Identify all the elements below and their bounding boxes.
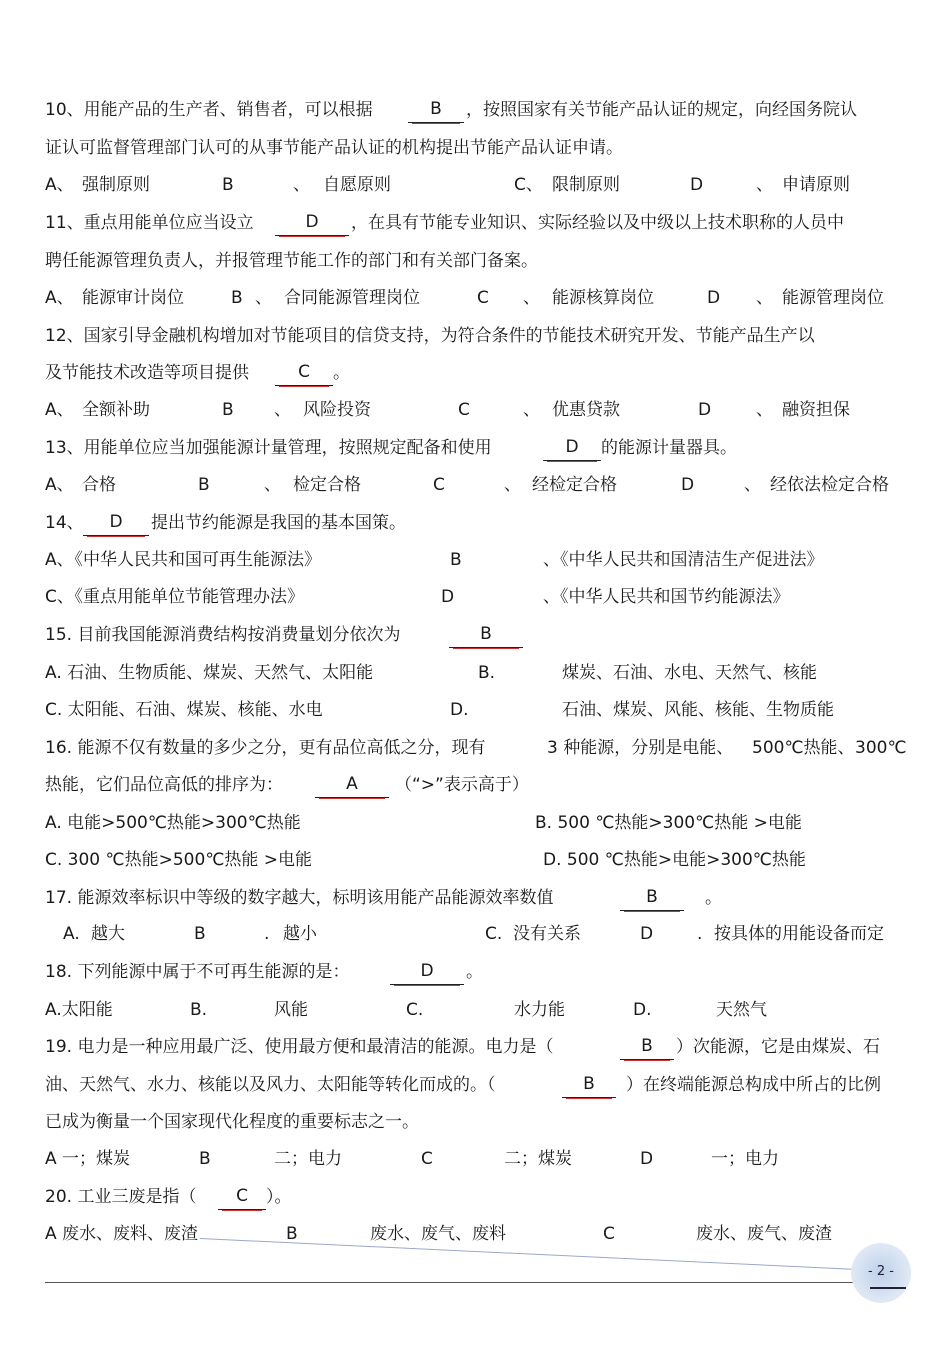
q17-opt-b: 越小 [283,924,317,944]
q17-opt-d-sep: . [697,924,703,944]
q12-text-2b: 。 [333,363,350,383]
q13-answer-blank [543,436,601,461]
q20-answer-blank [218,1185,266,1210]
q11-text-2: 聘任能源管理负责人，并报管理节能工作的部门和有关部门备案。 [45,251,538,271]
q14-opt-d-label: D [441,587,455,607]
q17-opt-c: 没有关系 [513,924,581,944]
q14-opt-d: 、《中华人民共和国节约能源法》 [543,587,790,607]
q12-opt-d: 融资担保 [782,400,850,420]
q19-answer2-blank [562,1073,616,1098]
q17-opt-d: 按具体的用能设备而定 [714,924,884,944]
q11-answer-blank [275,211,349,236]
q15-opt-b-label: B. [478,663,496,683]
q10-opt-a: 强制原则 [82,175,150,195]
q19-answer2: B [583,1074,595,1094]
q14-opt-c-label: C、 [45,587,74,607]
q18-text-1a: 18. 下列能源中属于不可再生能源的是： [45,962,350,982]
q18-opt-d: 天然气 [716,1000,767,1020]
q10-opt-a-label: A、 [45,175,74,195]
q17-text-1b: 。 [705,888,722,908]
q11-opt-d-sep: 、 [756,288,773,308]
q19-opt-b: 二；电力 [274,1149,342,1169]
q10-opt-d-sep: 、 [756,175,773,195]
q16-opt-a: A. 电能>500℃热能>300℃热能 [45,813,301,833]
q20-opt-b: 废水、废气、废料 [370,1224,506,1244]
q15-answer: B [480,624,492,644]
q12-opt-b: 风险投资 [303,400,371,420]
q16-text-1d: 300℃ [855,738,907,758]
q17-opt-a-label: A. [63,924,80,944]
q19-opt-d: 一；电力 [711,1149,779,1169]
q20-text-1a: 20. 工业三废是指（ [45,1187,197,1207]
q19-text-2a: 油、天然气、水力、核能以及风力、太阳能等转化而成的。（ [45,1075,496,1095]
q12-opt-c-sep: 、 [523,400,540,420]
q16-answer-blank [315,773,389,798]
page-number-underline [870,1287,906,1289]
q19-answer1: B [641,1036,653,1056]
q10-text-1b: ，按照国家有关节能产品认证的规定，向经国务院认 [466,100,857,120]
page-number: - 2 - [868,1264,894,1279]
q10-opt-b: 自愿原则 [323,175,391,195]
q10-answer: B [430,99,442,119]
q18-text-1b: 。 [466,962,483,982]
q13-opt-c: 经检定合格 [532,475,617,495]
q14-opt-a-label: A、 [45,550,74,570]
q14-text-1b: 提出节约能源是我国的基本国策。 [151,513,406,533]
q11-text-1b: ，在具有节能专业知识、实际经验以及中级以上技术职称的人员中 [351,213,844,233]
q19-text-2b: ）在终端能源总构成中所占的比例 [626,1075,881,1095]
q11-opt-a: 能源审计岗位 [82,288,184,308]
q19-text-3: 已成为衡量一个国家现代化程度的重要标志之一。 [45,1112,419,1132]
q10-text-2: 证认可监督管理部门认可的从事节能产品认证的机构提出节能产品认证申请。 [45,138,623,158]
q13-opt-c-sep: 、 [504,475,521,495]
q12-opt-d-sep: 、 [756,400,773,420]
q10-text-1a: 10、用能产品的生产者、销售者，可以根据 [45,100,373,120]
q20-opt-c: 废水、废气、废渣 [696,1224,832,1244]
q13-text-1b: 的能源计量器具。 [601,438,737,458]
q15-answer-blank [449,623,523,648]
q17-opt-a: 越大 [91,924,125,944]
q11-opt-b-sep: 、 [255,288,272,308]
q18-opt-c-label: C. [406,1000,424,1020]
q11-text-1a: 11、重点用能单位应当设立 [45,213,254,233]
q11-opt-b: 合同能源管理岗位 [284,288,420,308]
footer-rule [45,1282,865,1283]
q19-text-1b: ）次能源，它是由煤炭、石 [676,1037,880,1057]
q16-opt-d: D. 500 ℃热能>电能>300℃热能 [543,850,806,870]
q19-answer1-blank [620,1035,674,1060]
q17-opt-b-label: B [194,924,206,944]
q16-answer: A [346,774,358,794]
q16-opt-c: C. 300 ℃热能>500℃热能 >电能 [45,850,313,870]
q13-opt-c-label: C [433,475,445,495]
q10-opt-b-sep: 、 [293,175,310,195]
q19-opt-d-label: D [640,1149,654,1169]
q13-opt-b-sep: 、 [264,475,281,495]
q12-answer-blank [275,361,333,386]
q11-opt-a-label: A、 [45,288,74,308]
q13-opt-d-sep: 、 [744,475,761,495]
q15-opt-d-label: D. [450,700,469,720]
q18-opt-b: 风能 [274,1000,308,1020]
q15-opt-c: C. 太阳能、石油、煤炭、核能、水电 [45,700,323,720]
q13-opt-a-label: A、 [45,475,74,495]
q14-opt-a: 《中华人民共和国可再生能源法》 [66,550,321,570]
q12-text-1: 12、国家引导金融机构增加对节能项目的信贷支持，为符合条件的节能技术研究开发、节能产品生产以 [45,326,815,346]
q13-opt-d-label: D [681,475,695,495]
q20-answer: C [236,1186,248,1206]
q18-opt-b-label: B. [190,1000,208,1020]
q13-text-1a: 13、用能单位应当加强能源计量管理，按照规定配备和使用 [45,438,492,458]
q11-opt-c-sep: 、 [523,288,540,308]
q18-opt-d-label: D. [633,1000,652,1020]
q19-opt-b-label: B [199,1149,211,1169]
q18-answer-blank [390,960,464,985]
q13-answer: D [565,437,579,457]
q19-text-1a: 19. 电力是一种应用最广泛、使用最方便和最清洁的能源。电力是（ [45,1037,554,1057]
q17-answer: B [646,887,658,907]
q12-opt-c: 优惠贷款 [552,400,620,420]
q10-opt-d-label: D [690,175,704,195]
q19-opt-c: 二；煤炭 [504,1149,572,1169]
q13-opt-b-label: B [198,475,210,495]
q10-opt-c: 限制原则 [552,175,620,195]
q13-opt-a: 合格 [82,475,116,495]
q16-text-2a: 热能，它们品位高低的排序为： [45,775,283,795]
q13-opt-d: 经依法检定合格 [770,475,889,495]
q10-answer-blank [408,98,464,123]
q15-opt-a: A. 石油、生物质能、煤炭、天然气、太阳能 [45,663,374,683]
q12-opt-a: 全额补助 [82,400,150,420]
q14-text-1a: 14、 [45,513,84,533]
q16-text-1a: 16. 能源不仅有数量的多少之分，更有品位高低之分，现有 [45,738,486,758]
q15-opt-b: 煤炭、石油、水电、天然气、核能 [562,663,817,683]
q18-opt-c: 水力能 [514,1000,565,1020]
q12-opt-a-label: A、 [45,400,74,420]
q18-answer: D [420,961,434,981]
q10-opt-c-label: C、 [514,175,543,195]
q17-answer-blank [620,886,684,911]
q14-opt-c: 《重点用能单位节能管理办法》 [66,587,304,607]
q11-opt-c: 能源核算岗位 [552,288,654,308]
q17-opt-b-sep: . [264,924,270,944]
q14-answer: D [109,512,123,532]
q20-opt-a: A 废水、废料、废渣 [45,1224,199,1244]
q20-text-1b: ）。 [266,1187,292,1207]
q12-opt-b-label: B [222,400,234,420]
q20-opt-b-label: B [286,1224,298,1244]
q16-text-1b: 3 种能源，分别是电能、 [547,738,734,758]
q12-opt-d-label: D [698,400,712,420]
q14-opt-b: 、《中华人民共和国清洁生产促进法》 [543,550,824,570]
q14-answer-blank [83,511,149,536]
q11-opt-b-label: B [231,288,243,308]
q19-opt-c-label: C [421,1149,433,1169]
q10-opt-b-label: B [222,175,234,195]
q15-text-1a: 15. 目前我国能源消费结构按消费量划分依次为 [45,625,401,645]
q11-answer: D [305,212,319,232]
q12-opt-c-label: C [458,400,470,420]
q16-text-2b: （“>”表示高于） [395,775,529,795]
q14-opt-b-label: B [450,550,462,570]
q12-answer: C [298,362,310,382]
q11-opt-d-label: D [707,288,721,308]
q11-opt-c-label: C [477,288,489,308]
q11-opt-d: 能源管理岗位 [782,288,884,308]
q16-opt-b: B. 500 ℃热能>300℃热能 >电能 [535,813,802,833]
q18-opt-a: A.太阳能 [45,1000,113,1020]
q13-opt-b: 检定合格 [293,475,361,495]
q12-text-2a: 及节能技术改造等项目提供 [45,363,249,383]
q17-opt-d-label: D [640,924,654,944]
q12-opt-b-sep: 、 [274,400,291,420]
q15-opt-d: 石油、煤炭、风能、核能、生物质能 [562,700,834,720]
q10-opt-d: 申请原则 [782,175,850,195]
q20-opt-c-label: C [603,1224,615,1244]
q19-opt-a: A 一；煤炭 [45,1149,131,1169]
q17-opt-c-label: C. [485,924,503,944]
q16-text-1c: 500℃热能、 [752,738,855,758]
q17-text-1a: 17. 能源效率标识中等级的数字越大，标明该用能产品能源效率数值 [45,888,554,908]
